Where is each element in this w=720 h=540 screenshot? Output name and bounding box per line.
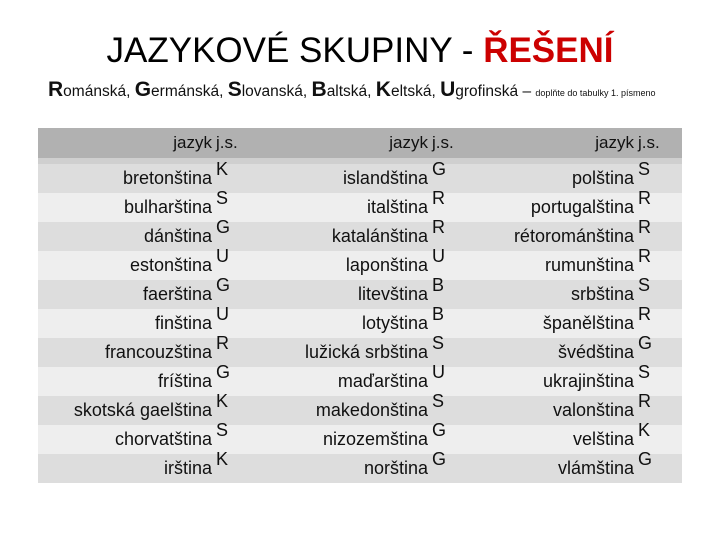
group-code: R	[638, 246, 651, 266]
group-code: S	[638, 362, 651, 382]
header-js: j.s.	[638, 133, 660, 152]
language-name: skotská gaelština	[73, 400, 212, 420]
language-name: polština	[571, 168, 634, 188]
language-name: fríština	[157, 371, 212, 391]
page-title	[0, 30, 720, 72]
group-initial: R	[48, 78, 64, 101]
language-name: francouzština	[104, 342, 212, 362]
table-column-3	[464, 128, 682, 477]
group-code: S	[216, 420, 229, 440]
group-rest: eltská,	[390, 83, 441, 100]
language-name: španělština	[542, 313, 634, 333]
group-initial: S	[227, 78, 242, 101]
group-code: R	[216, 333, 229, 353]
group-code: G	[216, 362, 231, 382]
language-name: portugalština	[530, 197, 634, 217]
header-jazyk: jazyk	[595, 133, 634, 152]
language-name: srbština	[570, 284, 634, 304]
group-initial: B	[311, 78, 327, 101]
group-code: R	[638, 391, 651, 411]
group-code: G	[638, 333, 653, 353]
group-code: R	[638, 304, 651, 324]
group-code: G	[432, 420, 447, 440]
group-initial: U	[440, 78, 456, 101]
language-name: velština	[572, 429, 634, 449]
language-name: maďarština	[337, 371, 428, 391]
group-code: S	[638, 159, 651, 179]
header-js: j.s.	[216, 133, 238, 152]
table-column-2	[250, 128, 464, 477]
header-js: j.s.	[432, 133, 454, 152]
group-rest: ománská,	[63, 83, 135, 100]
language-name: irština	[163, 458, 212, 478]
group-code: R	[638, 188, 651, 208]
group-code: K	[216, 159, 229, 179]
group-initial: G	[134, 78, 152, 101]
language-name: laponština	[345, 255, 428, 275]
title-accent: ŘEŠENÍ	[483, 31, 614, 70]
language-name: katalánština	[331, 226, 428, 246]
language-name: litevština	[357, 284, 428, 304]
group-rest: altská,	[326, 83, 376, 100]
header-jazyk: jazyk	[389, 133, 428, 152]
language-name: bretonština	[122, 168, 212, 188]
language-name: makedonština	[315, 400, 428, 420]
group-code: U	[216, 304, 229, 324]
group-code: K	[216, 391, 229, 411]
column-grid	[38, 128, 250, 477]
table-column-1	[38, 128, 250, 477]
group-code: G	[432, 159, 447, 179]
group-code: B	[432, 275, 445, 295]
group-rest: lovanská,	[241, 83, 312, 100]
group-code: S	[638, 275, 651, 295]
language-name: italština	[366, 197, 428, 217]
subtitle-note: doplňte do tabulky 1. písmeno	[535, 88, 656, 98]
group-code: U	[432, 362, 445, 382]
group-code: G	[432, 449, 447, 469]
language-table	[38, 128, 682, 483]
language-name: rumunština	[544, 255, 634, 275]
language-name: rétorománština	[513, 226, 634, 246]
group-code: S	[432, 391, 445, 411]
group-code: K	[216, 449, 229, 469]
language-name: islandština	[342, 168, 428, 188]
column-grid	[250, 128, 464, 477]
language-name: norština	[363, 458, 428, 478]
group-code: U	[432, 246, 445, 266]
group-code: R	[638, 217, 651, 237]
group-code: G	[216, 217, 231, 237]
header-jazyk: jazyk	[173, 133, 212, 152]
group-code: K	[638, 420, 651, 440]
language-name: nizozemština	[322, 429, 428, 449]
language-name: estonština	[129, 255, 212, 275]
group-code: U	[216, 246, 229, 266]
language-name: chorvatština	[114, 429, 212, 449]
group-rest: ermánská,	[151, 83, 228, 100]
language-name: valonština	[552, 400, 634, 420]
subtitle	[48, 79, 713, 104]
group-code: S	[432, 333, 445, 353]
language-name: vlámština	[557, 458, 634, 478]
group-code: R	[432, 217, 445, 237]
group-initial: K	[375, 78, 391, 101]
group-code: S	[216, 188, 229, 208]
language-name: faerština	[142, 284, 212, 304]
group-code: B	[432, 304, 445, 324]
language-name: švédština	[557, 342, 634, 362]
language-name: lotyština	[361, 313, 428, 333]
column-grid	[464, 128, 682, 477]
language-name: ukrajinština	[542, 371, 634, 391]
group-code: R	[432, 188, 445, 208]
group-code: G	[638, 449, 653, 469]
title-prefix: JAZYKOVÉ SKUPINY -	[106, 31, 484, 70]
language-name: bulharština	[123, 197, 212, 217]
group-code: G	[216, 275, 231, 295]
language-name: dánština	[143, 226, 212, 246]
language-name: finština	[154, 313, 212, 333]
group-rest: grofinská –	[455, 83, 536, 100]
language-name: lužická srbština	[304, 342, 428, 362]
